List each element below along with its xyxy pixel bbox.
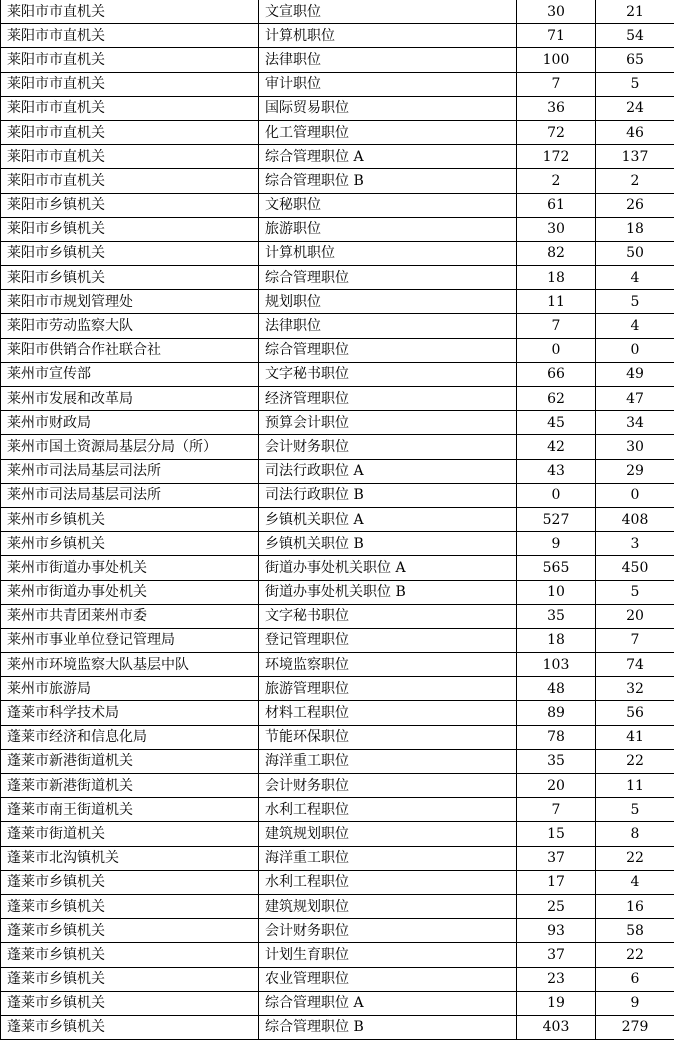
table-row xyxy=(1,894,674,918)
applicants-cell: 0 xyxy=(517,338,596,362)
department-cell: 莱州市共青团莱州市委 xyxy=(1,604,259,628)
position-cell: 综合管理职位 B xyxy=(259,169,517,193)
table-row xyxy=(1,943,674,967)
qualified-cell: 6 xyxy=(596,967,674,991)
position-cell: 综合管理职位 xyxy=(259,266,517,290)
table-row xyxy=(1,822,674,846)
qualified-cell: 32 xyxy=(596,677,674,701)
position-cell: 会计财务职位 xyxy=(259,435,517,459)
applicants-cell: 7 xyxy=(517,314,596,338)
position-cell: 环境监察职位 xyxy=(259,653,517,677)
qualified-cell: 50 xyxy=(596,241,674,265)
department-cell: 蓬莱市科学技术局 xyxy=(1,701,259,725)
qualified-cell: 41 xyxy=(596,725,674,749)
position-cell: 乡镇机关职位 A xyxy=(259,507,517,531)
table-row xyxy=(1,24,674,48)
table-row xyxy=(1,870,674,894)
department-cell: 莱州市环境监察大队基层中队 xyxy=(1,653,259,677)
table-row xyxy=(1,72,674,96)
department-cell: 蓬莱市乡镇机关 xyxy=(1,1015,259,1039)
qualified-cell: 24 xyxy=(596,96,674,120)
qualified-cell: 18 xyxy=(596,217,674,241)
position-cell: 材料工程职位 xyxy=(259,701,517,725)
table-row xyxy=(1,967,674,991)
department-cell: 莱阳市乡镇机关 xyxy=(1,217,259,241)
department-cell: 莱阳市市直机关 xyxy=(1,72,259,96)
table-row xyxy=(1,653,674,677)
applicants-cell: 66 xyxy=(517,362,596,386)
applicants-cell: 23 xyxy=(517,967,596,991)
department-cell: 蓬莱市新港街道机关 xyxy=(1,749,259,773)
table-row xyxy=(1,217,674,241)
table-row xyxy=(1,701,674,725)
position-cell: 街道办事处机关职位 A xyxy=(259,556,517,580)
table-row xyxy=(1,290,674,314)
table-row xyxy=(1,846,674,870)
table-row xyxy=(1,798,674,822)
position-cell: 会计财务职位 xyxy=(259,774,517,798)
department-cell: 莱州市司法局基层司法所 xyxy=(1,483,259,507)
department-cell: 莱州市发展和改革局 xyxy=(1,387,259,411)
applicants-cell: 25 xyxy=(517,894,596,918)
position-cell: 国际贸易职位 xyxy=(259,96,517,120)
qualified-cell: 3 xyxy=(596,532,674,556)
department-cell: 莱州市旅游局 xyxy=(1,677,259,701)
table-row xyxy=(1,338,674,362)
table-row xyxy=(1,556,674,580)
applicants-cell: 10 xyxy=(517,580,596,604)
department-cell: 蓬莱市乡镇机关 xyxy=(1,894,259,918)
table-row xyxy=(1,0,674,24)
department-cell: 莱阳市供销合作社联合社 xyxy=(1,338,259,362)
position-cell: 海洋重工职位 xyxy=(259,846,517,870)
department-cell: 蓬莱市街道机关 xyxy=(1,822,259,846)
qualified-cell: 11 xyxy=(596,774,674,798)
position-cell: 司法行政职位 B xyxy=(259,483,517,507)
position-cell: 登记管理职位 xyxy=(259,628,517,652)
qualified-cell: 56 xyxy=(596,701,674,725)
position-cell: 预算会计职位 xyxy=(259,411,517,435)
applicants-cell: 89 xyxy=(517,701,596,725)
table-row xyxy=(1,991,674,1015)
position-cell: 水利工程职位 xyxy=(259,798,517,822)
applicants-cell: 35 xyxy=(517,604,596,628)
qualified-cell: 49 xyxy=(596,362,674,386)
department-cell: 莱阳市劳动监察大队 xyxy=(1,314,259,338)
qualified-cell: 7 xyxy=(596,628,674,652)
department-cell: 莱州市街道办事处机关 xyxy=(1,580,259,604)
department-cell: 莱阳市市直机关 xyxy=(1,120,259,144)
applicants-cell: 42 xyxy=(517,435,596,459)
applicants-cell: 37 xyxy=(517,846,596,870)
qualified-cell: 22 xyxy=(596,749,674,773)
position-cell: 文字秘书职位 xyxy=(259,604,517,628)
table-row xyxy=(1,580,674,604)
position-cell: 旅游职位 xyxy=(259,217,517,241)
position-cell: 综合管理职位 B xyxy=(259,1015,517,1039)
applicants-cell: 100 xyxy=(517,48,596,72)
department-cell: 莱阳市乡镇机关 xyxy=(1,266,259,290)
qualified-cell: 22 xyxy=(596,846,674,870)
department-cell: 莱州市乡镇机关 xyxy=(1,532,259,556)
position-cell: 农业管理职位 xyxy=(259,967,517,991)
qualified-cell: 26 xyxy=(596,193,674,217)
table-row xyxy=(1,314,674,338)
applicants-cell: 18 xyxy=(517,628,596,652)
department-cell: 莱阳市市直机关 xyxy=(1,96,259,120)
qualified-cell: 20 xyxy=(596,604,674,628)
applicants-cell: 30 xyxy=(517,217,596,241)
table-row xyxy=(1,241,674,265)
table-body xyxy=(1,0,674,1040)
applicants-cell: 36 xyxy=(517,96,596,120)
applicants-cell: 103 xyxy=(517,653,596,677)
table-row xyxy=(1,677,674,701)
applicants-cell: 37 xyxy=(517,943,596,967)
qualified-cell: 9 xyxy=(596,991,674,1015)
department-cell: 蓬莱市北沟镇机关 xyxy=(1,846,259,870)
qualified-cell: 16 xyxy=(596,894,674,918)
qualified-cell: 279 xyxy=(596,1015,674,1039)
department-cell: 莱州市国土资源局基层分局（所） xyxy=(1,435,259,459)
position-cell: 旅游管理职位 xyxy=(259,677,517,701)
table-row xyxy=(1,919,674,943)
qualified-cell: 46 xyxy=(596,120,674,144)
position-cell: 计算机职位 xyxy=(259,241,517,265)
department-cell: 莱阳市市直机关 xyxy=(1,48,259,72)
qualified-cell: 408 xyxy=(596,507,674,531)
qualified-cell: 0 xyxy=(596,483,674,507)
position-cell: 文宣职位 xyxy=(259,0,517,24)
position-cell: 综合管理职位 xyxy=(259,338,517,362)
applicants-cell: 18 xyxy=(517,266,596,290)
department-cell: 莱州市街道办事处机关 xyxy=(1,556,259,580)
position-cell: 化工管理职位 xyxy=(259,120,517,144)
position-cell: 节能环保职位 xyxy=(259,725,517,749)
table-row xyxy=(1,145,674,169)
applicants-cell: 7 xyxy=(517,72,596,96)
position-cell: 法律职位 xyxy=(259,314,517,338)
position-cell: 规划职位 xyxy=(259,290,517,314)
position-cell: 建筑规划职位 xyxy=(259,822,517,846)
applicants-cell: 9 xyxy=(517,532,596,556)
qualified-cell: 450 xyxy=(596,556,674,580)
qualified-cell: 47 xyxy=(596,387,674,411)
table-row xyxy=(1,483,674,507)
table-row xyxy=(1,1015,674,1039)
applicants-cell: 0 xyxy=(517,483,596,507)
table-row xyxy=(1,725,674,749)
department-cell: 蓬莱市乡镇机关 xyxy=(1,991,259,1015)
qualified-cell: 34 xyxy=(596,411,674,435)
table-row xyxy=(1,774,674,798)
table-row xyxy=(1,48,674,72)
table-row xyxy=(1,459,674,483)
table-row xyxy=(1,387,674,411)
applicants-cell: 72 xyxy=(517,120,596,144)
table-row xyxy=(1,507,674,531)
table-row xyxy=(1,266,674,290)
position-cell: 建筑规划职位 xyxy=(259,894,517,918)
applicants-cell: 71 xyxy=(517,24,596,48)
applicants-cell: 30 xyxy=(517,0,596,24)
table-row xyxy=(1,193,674,217)
position-cell: 司法行政职位 A xyxy=(259,459,517,483)
qualified-cell: 22 xyxy=(596,943,674,967)
department-cell: 蓬莱市南王街道机关 xyxy=(1,798,259,822)
applicants-cell: 61 xyxy=(517,193,596,217)
applicants-cell: 2 xyxy=(517,169,596,193)
table-row xyxy=(1,169,674,193)
qualified-cell: 5 xyxy=(596,72,674,96)
position-cell: 水利工程职位 xyxy=(259,870,517,894)
table-row xyxy=(1,628,674,652)
position-cell: 计算机职位 xyxy=(259,24,517,48)
position-cell: 文秘职位 xyxy=(259,193,517,217)
table-row xyxy=(1,532,674,556)
department-cell: 莱州市宣传部 xyxy=(1,362,259,386)
department-cell: 莱阳市市直机关 xyxy=(1,169,259,193)
qualified-cell: 74 xyxy=(596,653,674,677)
qualified-cell: 4 xyxy=(596,870,674,894)
applicants-cell: 11 xyxy=(517,290,596,314)
position-cell: 文字秘书职位 xyxy=(259,362,517,386)
department-cell: 蓬莱市经济和信息化局 xyxy=(1,725,259,749)
qualified-cell: 4 xyxy=(596,266,674,290)
table-row xyxy=(1,435,674,459)
department-cell: 蓬莱市乡镇机关 xyxy=(1,919,259,943)
qualified-cell: 5 xyxy=(596,798,674,822)
position-cell: 海洋重工职位 xyxy=(259,749,517,773)
applicants-cell: 48 xyxy=(517,677,596,701)
applicants-cell: 45 xyxy=(517,411,596,435)
qualified-cell: 5 xyxy=(596,580,674,604)
qualified-cell: 2 xyxy=(596,169,674,193)
department-cell: 莱阳市乡镇机关 xyxy=(1,241,259,265)
applicants-cell: 93 xyxy=(517,919,596,943)
table-row xyxy=(1,362,674,386)
applicants-cell: 43 xyxy=(517,459,596,483)
qualified-cell: 21 xyxy=(596,0,674,24)
qualified-cell: 137 xyxy=(596,145,674,169)
position-cell: 街道办事处机关职位 B xyxy=(259,580,517,604)
qualified-cell: 29 xyxy=(596,459,674,483)
table-row xyxy=(1,120,674,144)
department-cell: 莱阳市市直机关 xyxy=(1,24,259,48)
department-cell: 莱州市司法局基层司法所 xyxy=(1,459,259,483)
department-cell: 蓬莱市乡镇机关 xyxy=(1,870,259,894)
applicants-cell: 565 xyxy=(517,556,596,580)
qualified-cell: 5 xyxy=(596,290,674,314)
qualified-cell: 0 xyxy=(596,338,674,362)
department-cell: 莱阳市市直机关 xyxy=(1,0,259,24)
qualified-cell: 4 xyxy=(596,314,674,338)
position-cell: 乡镇机关职位 B xyxy=(259,532,517,556)
department-cell: 莱阳市市规划管理处 xyxy=(1,290,259,314)
table-row xyxy=(1,411,674,435)
position-cell: 综合管理职位 A xyxy=(259,991,517,1015)
position-cell: 法律职位 xyxy=(259,48,517,72)
department-cell: 莱州市财政局 xyxy=(1,411,259,435)
table-row xyxy=(1,96,674,120)
department-cell: 蓬莱市新港街道机关 xyxy=(1,774,259,798)
table-row xyxy=(1,604,674,628)
qualified-cell: 58 xyxy=(596,919,674,943)
position-cell: 经济管理职位 xyxy=(259,387,517,411)
applicants-cell: 527 xyxy=(517,507,596,531)
position-cell: 会计财务职位 xyxy=(259,919,517,943)
table-row xyxy=(1,749,674,773)
qualified-cell: 65 xyxy=(596,48,674,72)
qualified-cell: 30 xyxy=(596,435,674,459)
qualified-cell: 8 xyxy=(596,822,674,846)
applicants-cell: 7 xyxy=(517,798,596,822)
position-cell: 计划生育职位 xyxy=(259,943,517,967)
applicants-cell: 82 xyxy=(517,241,596,265)
department-cell: 莱州市乡镇机关 xyxy=(1,507,259,531)
department-cell: 莱阳市市直机关 xyxy=(1,145,259,169)
applicants-cell: 172 xyxy=(517,145,596,169)
department-cell: 莱阳市乡镇机关 xyxy=(1,193,259,217)
department-cell: 蓬莱市乡镇机关 xyxy=(1,967,259,991)
department-cell: 蓬莱市乡镇机关 xyxy=(1,943,259,967)
position-cell: 综合管理职位 A xyxy=(259,145,517,169)
applicants-cell: 62 xyxy=(517,387,596,411)
applicants-cell: 78 xyxy=(517,725,596,749)
applicants-cell: 20 xyxy=(517,774,596,798)
position-cell: 审计职位 xyxy=(259,72,517,96)
applicants-cell: 403 xyxy=(517,1015,596,1039)
applicants-cell: 35 xyxy=(517,749,596,773)
applicants-cell: 19 xyxy=(517,991,596,1015)
department-cell: 莱州市事业单位登记管理局 xyxy=(1,628,259,652)
qualified-cell: 54 xyxy=(596,24,674,48)
applicants-cell: 17 xyxy=(517,870,596,894)
applicants-cell: 15 xyxy=(517,822,596,846)
